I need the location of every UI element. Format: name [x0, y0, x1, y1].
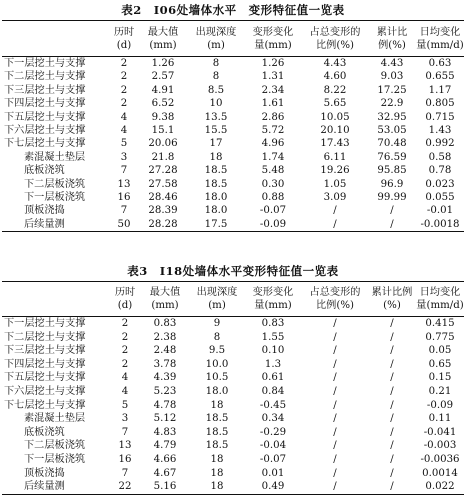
table-row [2, 453, 464, 467]
table-cell: 4.78 [153, 399, 177, 411]
table-cell: / [333, 345, 337, 357]
row-label: 下五层挖土与支撑 [4, 372, 86, 384]
table-cell: 7 [121, 467, 129, 479]
table3-header-3: 出现深度 (m) [196, 287, 238, 311]
table-row [2, 191, 464, 204]
table-cell: 10 [209, 98, 223, 110]
table-cell: / [390, 385, 394, 397]
table-cell: 7 [120, 165, 128, 177]
table-cell: 4.83 [153, 426, 177, 438]
table-cell: 7 [120, 205, 128, 217]
table-row [2, 151, 464, 164]
table-cell: 3 [121, 413, 129, 425]
table-row [2, 439, 464, 453]
table-row [2, 480, 464, 494]
table-cell: 0.805 [425, 98, 455, 110]
row-label: 下三层挖土与支撑 [4, 345, 86, 357]
table3-header-2: 最大值 (mm) [149, 287, 181, 311]
table-cell: 18.5 [204, 165, 228, 177]
table2-body [2, 57, 464, 232]
table3-caption: 表3 I18处墙体水平变形特征值一览表 [127, 264, 339, 278]
row-label: 底板浇筑 [24, 165, 65, 177]
table-cell: 6.11 [323, 151, 347, 163]
table-cell: 10.5 [205, 372, 229, 384]
table-cell: 0.21 [428, 385, 452, 397]
table-cell: / [390, 467, 394, 479]
table-cell: 4 [120, 125, 128, 137]
table2-header-2: 最大值 (mm) [147, 26, 179, 51]
table-cell: / [390, 413, 394, 425]
table-cell: -0.04 [259, 440, 287, 452]
table-cell: 0.61 [261, 372, 285, 384]
table2-header-4: 变形变化 量(mm) [252, 26, 294, 51]
table-cell: 4.66 [153, 453, 177, 465]
table-cell: 18.5 [205, 440, 229, 452]
table3-header-row [2, 282, 464, 317]
table-cell: 1.61 [261, 98, 285, 110]
table-cell: 8 [213, 331, 221, 343]
table3-header-7: 日均变化 量(mm/d) [416, 287, 464, 311]
table-cell: 2.48 [153, 345, 177, 357]
row-label: 素混凝土垫层 [24, 413, 86, 425]
table-cell: 21.8 [151, 151, 175, 163]
table3-header-6: 累计比例 (%) [371, 287, 413, 311]
table-cell: -0.29 [259, 426, 287, 438]
table-row [2, 426, 464, 440]
table-row [2, 204, 464, 217]
table-cell: -0.09 [426, 399, 454, 411]
table-cell: 0.10 [261, 345, 285, 357]
table2-header-1: 历时 (d) [113, 26, 135, 51]
table-cell: -0.041 [423, 426, 457, 438]
row-label: 下七层挖土与支撑 [4, 138, 86, 150]
table-cell: 2 [120, 58, 128, 69]
table-cell: 95.85 [377, 165, 407, 177]
table-cell: 0.30 [261, 178, 285, 190]
table-cell: -0.09 [259, 218, 287, 230]
table-cell: 3.09 [323, 192, 347, 204]
table-cell: 2.34 [261, 84, 285, 96]
table3 [2, 281, 464, 495]
table-cell: / [390, 218, 394, 230]
table-cell: 0.65 [428, 358, 452, 370]
table-cell: 1.26 [151, 58, 175, 69]
table-cell: / [390, 440, 394, 452]
table-cell: 1.05 [323, 178, 347, 190]
table-cell: -0.003 [423, 440, 457, 452]
table-row [2, 84, 464, 97]
table-cell: 4 [120, 111, 128, 123]
table-cell: 27.28 [148, 165, 178, 177]
table-cell: 18 [210, 467, 224, 479]
table-cell: 50 [117, 218, 131, 230]
table-cell: 0.022 [425, 481, 455, 493]
table-cell: 8.22 [323, 84, 347, 96]
row-label: 下二层板浇筑 [24, 178, 86, 190]
table-cell: 7 [121, 426, 129, 438]
table-cell: 4.43 [323, 58, 347, 69]
row-label: 下七层挖土与支撑 [4, 399, 86, 411]
row-label: 底板浇筑 [24, 426, 65, 438]
table-cell: -0.07 [259, 205, 287, 217]
table-cell: 18.5 [205, 426, 229, 438]
table-cell: -0.07 [259, 453, 287, 465]
row-label: 顶板浇捣 [24, 205, 65, 217]
table-cell: 19.26 [320, 165, 350, 177]
table-cell: 22 [118, 481, 132, 493]
table-cell: 0.34 [261, 413, 285, 425]
table-cell: 5 [121, 399, 129, 411]
table-cell: 0.49 [261, 481, 285, 493]
row-label: 下二层挖土与支撑 [4, 331, 86, 343]
table-cell: 32.95 [377, 111, 407, 123]
table-cell: 13 [117, 178, 131, 190]
table-cell: 96.9 [380, 178, 404, 190]
table-cell: 0.655 [425, 71, 455, 83]
table-cell: 2 [121, 318, 129, 329]
table-cell: / [390, 426, 394, 438]
row-label: 下一层挖土与支撑 [4, 318, 86, 329]
table-row [2, 57, 464, 71]
table-cell: 2 [120, 71, 128, 83]
table-cell: 0.58 [428, 151, 452, 163]
table-cell: 5.72 [261, 125, 285, 137]
table-cell: 1.17 [428, 84, 452, 96]
table-row [2, 399, 464, 413]
table-cell: 2 [120, 84, 128, 96]
table-cell: / [390, 345, 394, 357]
table-row [2, 137, 464, 150]
table-cell: 28.28 [148, 218, 178, 230]
row-label: 下一层板浇筑 [24, 453, 86, 465]
table-cell: / [333, 318, 337, 329]
table-cell: 15.5 [204, 125, 228, 137]
table-cell: 9.5 [208, 345, 226, 357]
table-row [2, 124, 464, 137]
table-cell: 6.52 [151, 98, 175, 110]
table-cell: 2 [121, 345, 129, 357]
table3-body [2, 317, 464, 495]
table-cell: 5 [120, 138, 128, 150]
table2-header-0 [2, 21, 110, 57]
table-cell: 53.05 [377, 125, 407, 137]
row-label: 下六层挖土与支撑 [4, 125, 86, 137]
table2-header-5: 占总变形的 比例(%) [309, 26, 361, 51]
table-cell: 5.48 [261, 165, 285, 177]
table-cell: / [390, 331, 394, 343]
table-cell: 17.5 [204, 218, 228, 230]
table-cell: 13 [118, 440, 132, 452]
table-cell: 18 [210, 481, 224, 493]
table-cell: 16 [118, 453, 132, 465]
table2-header-7: 日均变化 量(mm/d) [416, 26, 464, 51]
table-cell: 13.5 [204, 111, 228, 123]
table-cell: 18.0 [205, 385, 229, 397]
table-cell: 2.57 [151, 71, 175, 83]
table-row [2, 385, 464, 399]
row-label: 下一层挖土与支撑 [4, 58, 86, 69]
row-label: 下六层挖土与支撑 [4, 385, 86, 397]
table-cell: 1.3 [264, 358, 282, 370]
table-cell: 76.59 [377, 151, 407, 163]
table2-header-6: 累计比 例(%) [376, 26, 408, 51]
row-label: 顶板浇捣 [24, 467, 65, 479]
table-row [2, 97, 464, 110]
table-cell: 0.78 [428, 165, 452, 177]
table-row [2, 358, 464, 372]
table-cell: 4.39 [153, 372, 177, 384]
table-cell: / [333, 331, 337, 343]
table-cell: / [333, 218, 337, 230]
table-row [2, 317, 464, 331]
table-cell: 18.0 [204, 205, 228, 217]
row-label: 下一层板浇筑 [24, 192, 86, 204]
table-cell: 4.60 [323, 71, 347, 83]
row-label: 后续量测 [24, 218, 65, 230]
table-cell: -0.0036 [420, 453, 460, 465]
table-cell: 27.58 [148, 178, 178, 190]
table-cell: / [333, 440, 337, 452]
table-cell: 18.0 [204, 192, 228, 204]
table-cell: 8.5 [207, 84, 225, 96]
table-cell: 1.26 [261, 58, 285, 69]
table-cell: 28.39 [148, 205, 178, 217]
table-cell: 2 [121, 358, 129, 370]
table-cell: 9.38 [151, 111, 175, 123]
table-cell: 0.83 [261, 318, 285, 329]
table-cell: 28.46 [148, 192, 178, 204]
table-cell: / [333, 385, 337, 397]
table-cell: 18 [209, 151, 223, 163]
table-cell: 2.86 [261, 111, 285, 123]
table-cell: / [333, 481, 337, 493]
table-row [2, 467, 464, 481]
table-cell: / [333, 205, 337, 217]
table-cell: 0.023 [425, 178, 455, 190]
table-cell: 15.1 [151, 125, 175, 137]
table-cell: 0.775 [425, 331, 455, 343]
table-cell: 18.5 [205, 413, 229, 425]
table-cell: 4.67 [153, 467, 177, 479]
table-cell: 0.84 [261, 385, 285, 397]
table-cell: 99.99 [377, 192, 407, 204]
table-cell: 0.15 [428, 372, 452, 384]
table-cell: 17 [209, 138, 223, 150]
table-row [2, 412, 464, 426]
table-cell: 5.65 [323, 98, 347, 110]
table-cell: 0.88 [261, 192, 285, 204]
table-cell: 18.5 [204, 178, 228, 190]
table-cell: 9 [213, 318, 221, 329]
row-label: 下四层挖土与支撑 [4, 358, 86, 370]
table-cell: 20.06 [148, 138, 178, 150]
table-row [2, 371, 464, 385]
table-cell: 5.16 [153, 481, 177, 493]
table-cell: / [390, 318, 394, 329]
table-cell: 17.43 [320, 138, 350, 150]
table-row [2, 164, 464, 177]
table2-header-row [2, 21, 464, 57]
table-cell: / [333, 467, 337, 479]
table-cell: -0.01 [426, 205, 454, 217]
table-cell: 0.05 [428, 345, 452, 357]
table-cell: 2.38 [153, 331, 177, 343]
table-cell: -0.0018 [420, 218, 460, 230]
table-cell: / [333, 413, 337, 425]
table-cell: 2 [120, 98, 128, 110]
table-cell: 4.96 [261, 138, 285, 150]
table-cell: / [333, 426, 337, 438]
table-cell: / [333, 453, 337, 465]
table-cell: / [390, 358, 394, 370]
table-cell: 18 [210, 399, 224, 411]
table-row [2, 70, 464, 83]
table-cell: 4 [121, 372, 129, 384]
table-cell: / [390, 205, 394, 217]
row-label: 下三层挖土与支撑 [4, 84, 86, 96]
table-cell: 0.63 [428, 58, 452, 69]
row-label: 素混凝土垫层 [24, 151, 86, 163]
table-row [2, 331, 464, 345]
table3-header-4: 变形变化 量(mm) [252, 287, 294, 311]
table-cell: 4 [121, 385, 129, 397]
table-cell: / [390, 399, 394, 411]
table-cell: / [333, 399, 337, 411]
table-row [2, 218, 464, 232]
table-cell: 0.715 [425, 111, 455, 123]
table-cell: 1.55 [261, 331, 285, 343]
table-cell: 8 [212, 71, 220, 83]
table-cell: 8 [212, 58, 220, 69]
table-cell: 20.10 [320, 125, 350, 137]
table3-header-0 [2, 282, 110, 317]
table-cell: 3.78 [153, 358, 177, 370]
row-label: 下二层挖土与支撑 [4, 71, 86, 83]
table-cell: 5.23 [153, 385, 177, 397]
table-cell: / [390, 453, 394, 465]
table-cell: 1.74 [261, 151, 285, 163]
table2-header-3: 出现深度 (m) [195, 26, 237, 51]
table-cell: / [333, 358, 337, 370]
table2-caption: 表2 I06处墙体水平 变形特征值一览表 [121, 3, 345, 17]
table-cell: / [390, 481, 394, 493]
table-cell: 22.9 [380, 98, 404, 110]
table3-header-5: 占总变形的 比例(%) [309, 287, 361, 311]
table-cell: / [390, 372, 394, 384]
table-cell: 3 [120, 151, 128, 163]
row-label: 下五层挖土与支撑 [4, 111, 86, 123]
table-cell: 0.83 [153, 318, 177, 329]
row-label: 下二层板浇筑 [24, 440, 86, 452]
table-cell: 0.0014 [422, 467, 458, 479]
table-row [2, 344, 464, 358]
table-cell: 9.03 [380, 71, 404, 83]
table-cell: 0.055 [425, 192, 455, 204]
table-cell: 4.43 [380, 58, 404, 69]
row-label: 下四层挖土与支撑 [4, 98, 86, 110]
table-cell: 0.992 [425, 138, 455, 150]
table-cell: 1.43 [428, 125, 452, 137]
table-cell: 2 [121, 331, 129, 343]
table-cell: 18 [210, 453, 224, 465]
table-cell: 0.01 [261, 467, 285, 479]
table-cell: 70.48 [377, 138, 407, 150]
row-label: 后续量测 [24, 481, 65, 493]
table-cell: 0.415 [425, 318, 455, 329]
table-cell: -0.45 [259, 399, 287, 411]
table2 [2, 20, 464, 232]
table-row [2, 178, 464, 191]
table-cell: 10.05 [320, 111, 350, 123]
table-cell: 1.31 [261, 71, 285, 83]
table-cell: 5.12 [153, 413, 177, 425]
table-cell: 0.11 [428, 413, 452, 425]
table-cell: 4.79 [153, 440, 177, 452]
table-cell: / [333, 372, 337, 384]
table-cell: 10.0 [205, 358, 229, 370]
table-row [2, 111, 464, 124]
table3-header-1: 历时 (d) [114, 287, 136, 311]
table-cell: 16 [117, 192, 131, 204]
table-cell: 17.25 [377, 84, 407, 96]
table-cell: 4.91 [151, 84, 175, 96]
